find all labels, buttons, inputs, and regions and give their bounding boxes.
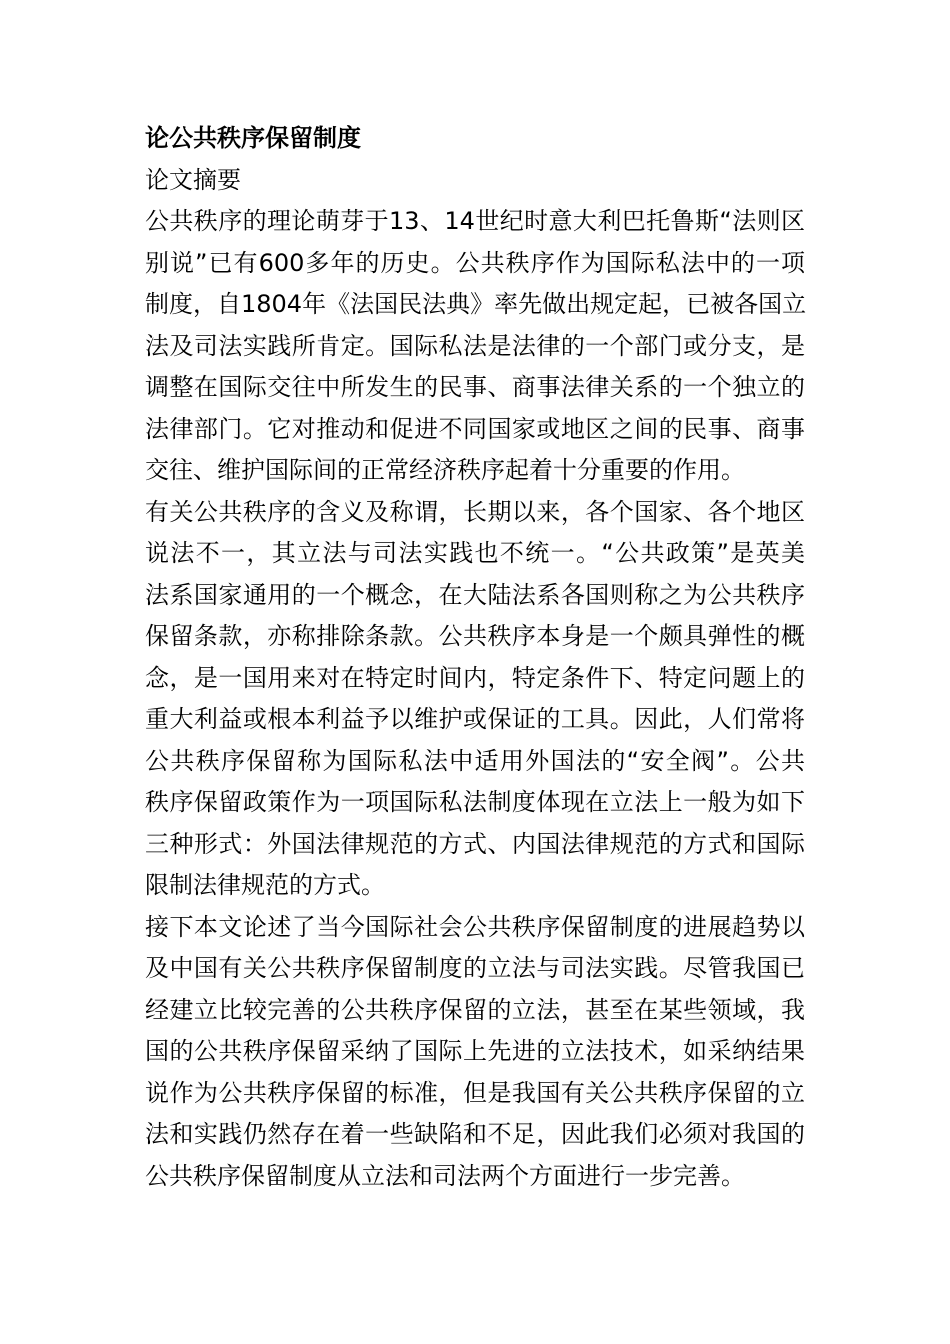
- text-line: 公共秩序保留制度从立法和司法两个方面进行一步完善。: [145, 1161, 745, 1190]
- text-line: 制度，自1804年《法国民法典》率先做出规定起，已被各国立: [145, 290, 807, 318]
- paragraph-3: [145, 907, 805, 1198]
- text-line: 经建立比较完善的公共秩序保留的立法，甚至在某些领域，我: [145, 995, 805, 1024]
- text-line: 法系国家通用的一个概念，在大陆法系各国则称之为公共秩序: [145, 580, 805, 609]
- abstract-heading: 论文摘要: [145, 166, 241, 194]
- text-line: 说法不一，其立法与司法实践也不统一。“公共政策”是英美: [145, 539, 805, 567]
- text-line: 及中国有关公共秩序保留制度的立法与司法实践。尽管我国已: [145, 954, 805, 982]
- text-line: 公共秩序的理论萌芽于13、14世纪时意大利巴托鲁斯“法则区: [145, 207, 805, 235]
- paragraph-1: [145, 201, 805, 492]
- text-line: 秩序保留政策作为一项国际私法制度体现在立法上一般为如下: [145, 788, 805, 816]
- text-line: 国的公共秩序保留采纳了国际上先进的立法技术，如采纳结果: [145, 1037, 805, 1065]
- text-line: 念，是一国用来对在特定时间内，特定条件下、特定问题上的: [145, 663, 805, 692]
- text-line: 调整在国际交往中所发生的民事、商事法律关系的一个独立的: [145, 373, 805, 401]
- text-line: 限制法律规范的方式。: [145, 871, 385, 899]
- text-line: 保留条款，亦称排除条款。公共秩序本身是一个颇具弹性的概: [145, 622, 805, 650]
- text-line: 接下本文论述了当今国际社会公共秩序保留制度的进展趋势以: [145, 912, 805, 941]
- text-line: 三种形式：外国法律规范的方式、内国法律规范的方式和国际: [145, 829, 805, 858]
- text-line: 公共秩序保留称为国际私法中适用外国法的“安全阀”。公共: [145, 746, 805, 775]
- text-line: 法和实践仍然存在着一些缺陷和不足，因此我们必须对我国的: [145, 1120, 805, 1148]
- text-line: 有关公共秩序的含义及称谓，长期以来，各个国家、各个地区: [145, 497, 805, 526]
- text-line: 法律部门。它对推动和促进不同国家或地区之间的民事、商事: [145, 414, 805, 443]
- text-line: 交往、维护国际间的正常经济秩序起着十分重要的作用。: [145, 456, 745, 484]
- text-line: 重大利益或根本利益予以维护或保证的工具。因此，人们常将: [145, 705, 805, 733]
- document-title: 论公共秩序保留制度: [145, 124, 361, 152]
- text-line: 别说”已有600多年的历史。公共秩序作为国际私法中的一项: [145, 248, 805, 277]
- text-line: 法及司法实践所肯定。国际私法是法律的一个部门或分支，是: [145, 331, 805, 360]
- text-line: 说作为公共秩序保留的标准，但是我国有关公共秩序保留的立: [145, 1078, 805, 1107]
- paragraph-2: [145, 492, 805, 907]
- document-body: [145, 117, 805, 1197]
